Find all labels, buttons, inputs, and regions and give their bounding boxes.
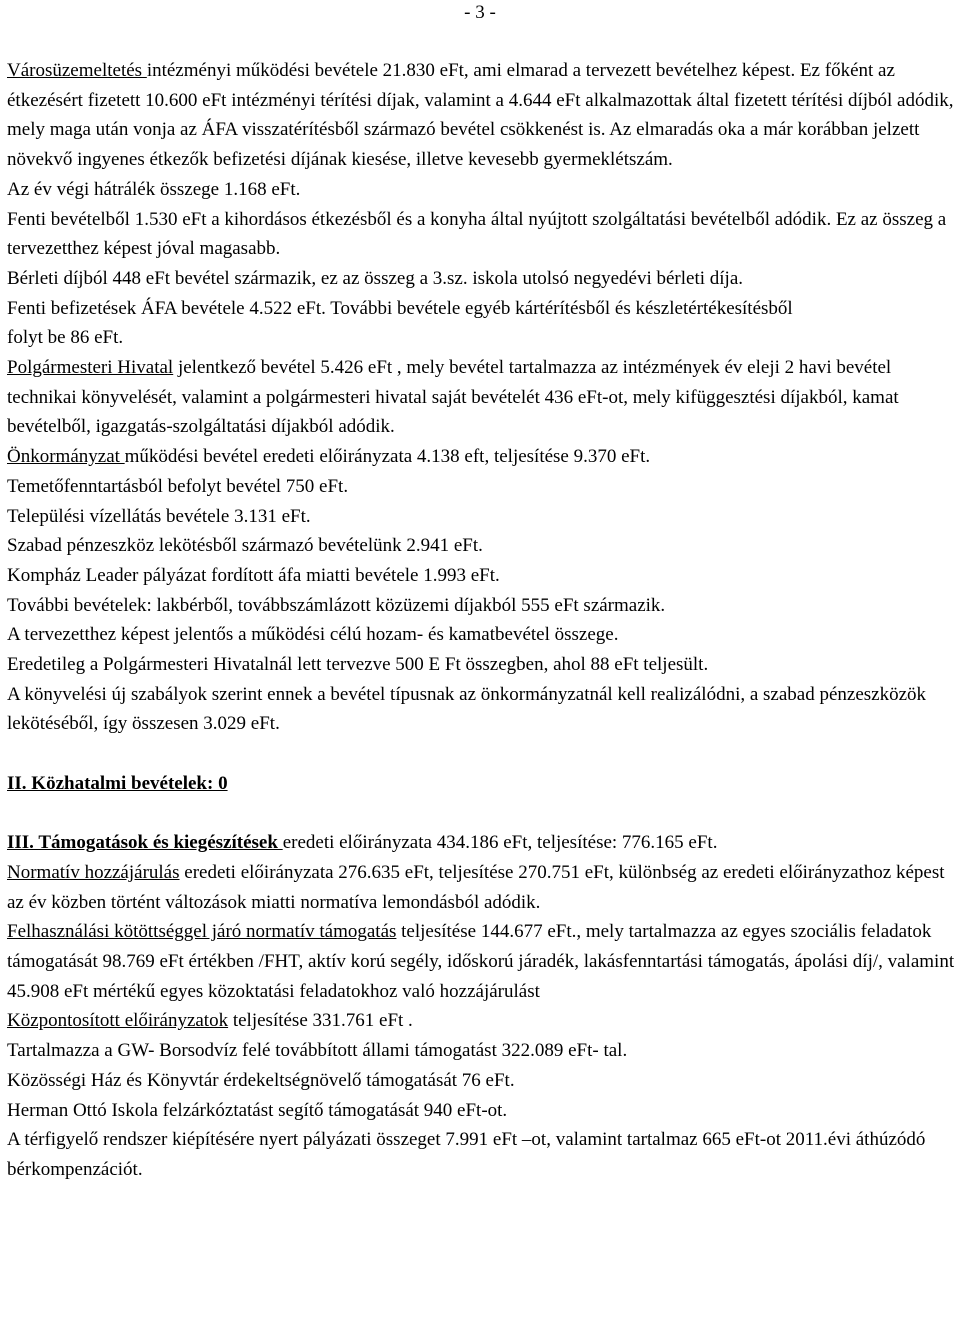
page-number: - 3 - (464, 2, 496, 23)
paragraph-konyvelesi-szabalyok: A könyvelési új szabályok szerint ennek a bevétel típusnak az önkormányzatnál kell realizálódni, a szabad pénzeszközök lekötéséből, így összesen 3.029 eFt. (7, 683, 927, 735)
paragraph-tamogatasok (7, 828, 955, 858)
section-label-normativ-hozzajarulas: Normatív hozzájárulás (7, 861, 180, 883)
paragraph-afa-bevetel: Fenti befizetések ÁFA bevétele 4.522 eFt. További bevétele egyéb kártérítésből és készletértékesítésből (7, 297, 793, 319)
section-label-varosuzemeltetes: Városüzemeltetés (7, 60, 147, 81)
document-body (7, 56, 955, 1185)
line-herman-otto: Herman Ottó Iskola felzárkóztatást segítő támogatását 940 eFt-ot. (7, 1099, 508, 1121)
paragraph-folyt-be: folyt be 86 eFt. (7, 327, 124, 349)
paragraph-terfigyelo: A térfigyelő rendszer kiépítésére nyert pályázati összeget 7.991 eFt –ot, valamint tartalmaz 665 eFt-ot 2011.évi áthúzódó bérkompenzációt. (7, 1129, 926, 1180)
paragraph-polgarmesteri-hivatal (7, 353, 955, 442)
heading-kozhatalmi-bevetelek: II. Közhatalmi bevételek: 0 (7, 772, 228, 794)
line-eredetileg: Eredetileg a Polgármesteri Hivatalnál lett tervezve 500 E Ft összegben, ahol 88 eFt teljesült. (7, 654, 709, 676)
line-komphaz-leader: Kompház Leader pályázat fordított áfa miatti bevétele 1.993 eFt. (7, 564, 500, 586)
paragraph-text: jelentkező bevétel 5.426 eFt , mely bevétel tartalmazza az intézmények év eleji 2 havi bevétel technikai könyvelését, valamint a polgármesteri hivatal saját bevételét 436 eFt-ot, mely kifüggesztési díjakból, kamat bevételből, igazgatás-szolgáltatási díjakból adódik. (7, 357, 899, 438)
paragraph-berleti-dij: Bérleti díjból 448 eFt bevétel származik, ez az összeg a 3.sz. iskola utolsó negyedévi bérleti díja. (7, 267, 744, 289)
paragraph-text: működési bevétel eredeti előirányzata 4.138 eft, teljesítése 9.370 eFt. (124, 446, 651, 468)
section-label-polgarmesteri-hivatal: Polgármesteri Hivatal (7, 357, 174, 379)
paragraph-kozpontositott (7, 1006, 955, 1036)
line-kozossegi-haz: Közösségi Ház és Könyvtár érdekeltségnövelő támogatását 76 eFt. (7, 1069, 515, 1091)
line-szabad-penzeszkoz: Szabad pénzeszköz lekötésből származó bevételünk 2.941 eFt. (7, 535, 483, 557)
section-label-kozpontositott: Központosított előirányzatok (7, 1010, 229, 1032)
paragraph-felhasznalasi-kotottseg (7, 917, 955, 1006)
section-label-onkormanyzat: Önkormányzat (7, 446, 125, 468)
paragraph-text: eredeti előirányzata 434.186 eFt, teljesítése: 776.165 eFt. (282, 832, 718, 854)
paragraph-text: teljesítése 144.677 eFt., mely tartalmazza az egyes szociális feladatok támogatását 98.769 eFt értékben /FHT, aktív korú segély, időskorú járadék, lakásfenntartási támogatás, ápolási díj/, valamint 45.908 eFt mértékű egyes közoktatási feladatokhoz való hozzájárulást (7, 921, 955, 1002)
line-hozam-kamat: A tervezetthez képest jelentős a működési célú hozam- és kamatbevétel összege. (7, 624, 619, 646)
spacer (7, 739, 955, 769)
paragraph-text: eredeti előirányzata 276.635 eFt, teljesítése 270.751 eFt, különbség az eredeti előirányzathoz képest az év közben történt változások miatti normatíva lemondásból adódik. (7, 861, 945, 913)
line-tovabbi-bevetelek: További bevételek: lakbérből, továbbszámlázott közüzemi díjakból 555 eFt származik. (7, 594, 666, 616)
spacer (7, 799, 955, 829)
paragraph-varosuzemeltetes (7, 56, 955, 175)
paragraph-text: teljesítése 331.761 eFt . (228, 1010, 413, 1032)
paragraph-kihordasos: Fenti bevételből 1.530 eFt a kihordásos étkezésből és a konyha által nyújtott szolgáltatási bevételből adódik. Ez az összeg a tervezetthez képest jóval magasabb. (7, 208, 947, 260)
paragraph-onkormanyzat (7, 442, 955, 472)
paragraph-text: intézményi működési bevétele 21.830 eFt, ami elmarad a tervezett bevételhez képest. Ez főként az étkezésért fizetett 10.600 eFt intézményi térítési díjak, valamint a 4.644 eFt alkalmazottak által fizetett térítési díjból adódik, mely maga után vonja az ÁFA visszatérítésből származó bevétel csökkenést is. Az elmaradás oka a már korábban jelzett növekvő ingyenes étkezők befizetési díjának kiesése, illetve kevesebb gyermeklétszám. (7, 60, 954, 171)
paragraph-normativ-hozzajarulas (7, 858, 955, 917)
line-temetofenntartas: Temetőfenntartásból befolyt bevétel 750 eFt. (7, 475, 349, 497)
paragraph-hatralek: Az év végi hátrálék összege 1.168 eFt. (7, 178, 301, 200)
line-vizellatas: Települési vízellátás bevétele 3.131 eFt. (7, 505, 311, 527)
line-gw-borsodviz: Tartalmazza a GW- Borsodvíz felé továbbított állami támogatást 322.089 eFt- tal. (7, 1040, 628, 1062)
section-label-felhasznalasi-kotottseg: Felhasználási kötöttséggel járó normatív támogatás (7, 921, 397, 943)
heading-tamogatasok: III. Támogatások és kiegészítések (7, 832, 283, 854)
